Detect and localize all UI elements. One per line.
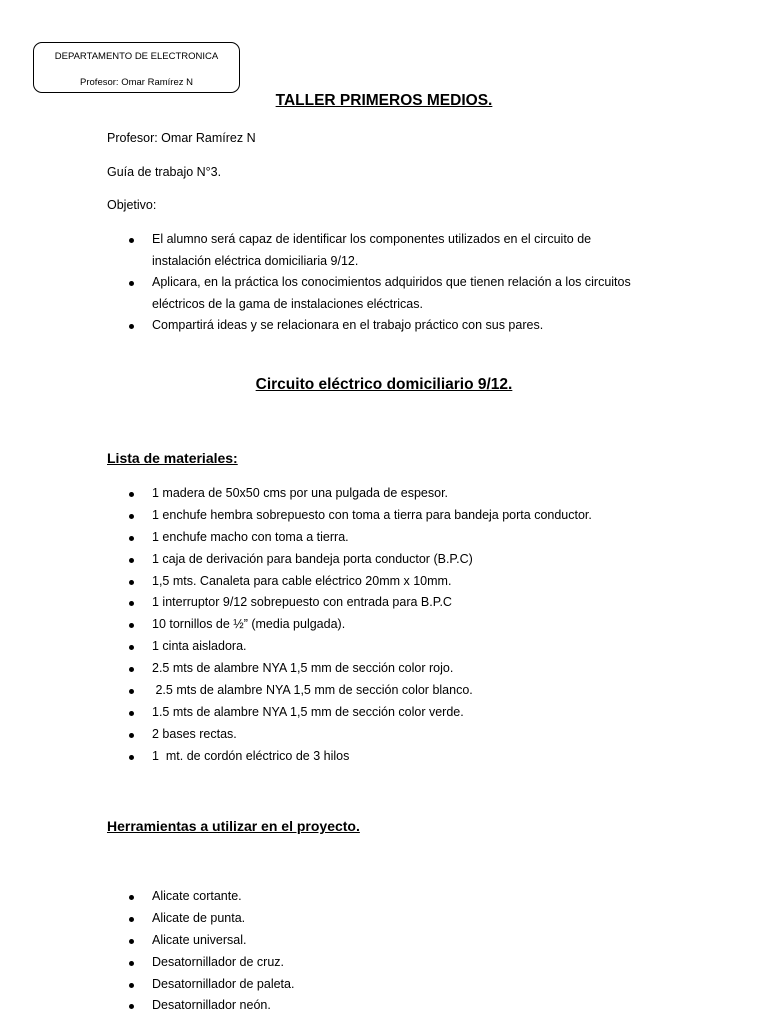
list-item: Alicate cortante. [0,886,294,908]
list-item: 10 tornillos de ½” (media pulgada). [0,614,592,636]
header-box [33,42,240,93]
list-item: Alicate universal. [0,930,294,952]
list-item: 1 caja de derivación para bandeja porta conductor (B.P.C) [0,549,592,571]
list-item: 1 interruptor 9/12 sobrepuesto con entrada para B.P.C [0,592,592,614]
department-label: DEPARTAMENTO DE ELECTRONICA [54,51,219,62]
objective-label: Objetivo: [107,198,157,212]
circuit-title: Circuito eléctrico domiciliario 9/12. [255,376,513,393]
materials-heading: Lista de materiales: [107,450,238,466]
professor-line: Profesor: Omar Ramírez N [107,131,256,145]
list-item: Alicate de punta. [0,908,294,930]
list-item: Desatornillador neón. [0,995,294,1017]
page-title: TALLER PRIMEROS MEDIOS. [275,92,493,109]
list-item: El alumno será capaz de identificar los componentes utilizados en el circuito de instalación eléctrica domiciliaria 9/12. [0,229,652,272]
list-item: 1 mt. de cordón eléctrico de 3 hilos [0,746,592,768]
tools-heading: Herramientas a utilizar en el proyecto. [107,818,360,834]
list-item: Desatornillador de paleta. [0,974,294,996]
list-item: 1 enchufe macho con toma a tierra. [0,527,592,549]
list-item: 1.5 mts de alambre NYA 1,5 mm de sección color verde. [0,702,592,724]
materials-list [0,483,592,768]
guide-line: Guía de trabajo N°3. [107,165,222,179]
list-item: 1 enchufe hembra sobrepuesto con toma a tierra para bandeja porta conductor. [0,505,592,527]
list-item: Aplicara, en la práctica los conocimientos adquiridos que tienen relación a los circuitos eléctricos de la gama de instalaciones eléctricas. [0,272,652,315]
tools-list [0,886,294,1017]
list-item: 1,5 mts. Canaleta para cable eléctrico 20mm x 10mm. [0,571,592,593]
objectives-list [0,229,652,337]
list-item: 2.5 mts de alambre NYA 1,5 mm de sección color rojo. [0,658,592,680]
list-item: Desatornillador de cruz. [0,952,294,974]
list-item: 2.5 mts de alambre NYA 1,5 mm de sección color blanco. [0,680,592,702]
list-item: Compartirá ideas y se relacionara en el trabajo práctico con sus pares. [0,315,652,337]
list-item: 2 bases rectas. [0,724,592,746]
list-item: 1 madera de 50x50 cms por una pulgada de espesor. [0,483,592,505]
list-item: 1 cinta aisladora. [0,636,592,658]
header-professor-label: Profesor: Omar Ramírez N [80,77,193,88]
